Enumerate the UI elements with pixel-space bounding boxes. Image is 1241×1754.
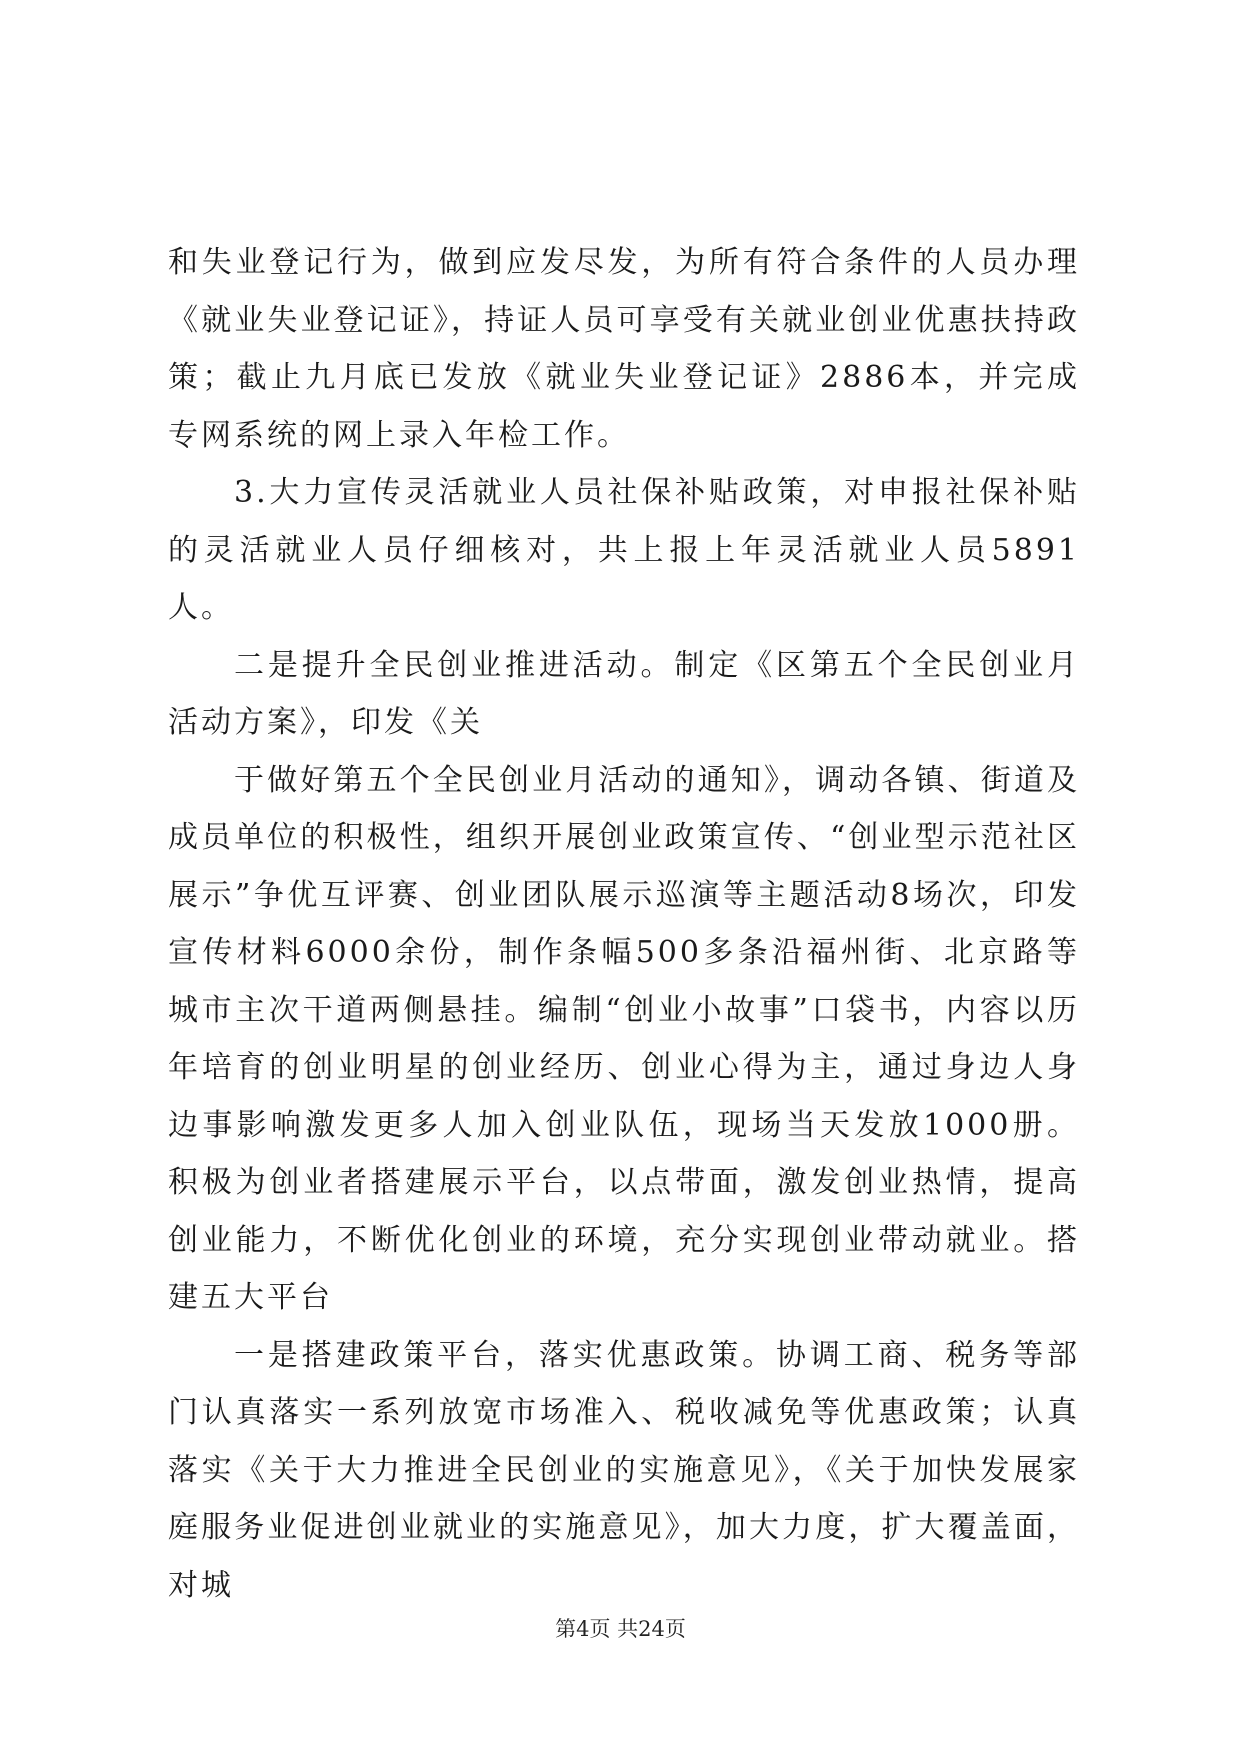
paragraph-entrepreneurship-month-plan: 二是提升全民创业推进活动。制定《区第五个全民创业月活动方案》，印发《关: [168, 647, 1080, 740]
paragraph-social-insurance-subsidy: 3.大力宣传灵活就业人员社保补贴政策，对申报社保补贴的灵活就业人员仔细核对，共上报上年灵活就业人员5891人。: [168, 475, 1080, 625]
paragraph-registration-certificate: 和失业登记行为，做到应发尽发，为所有符合条件的人员办理《就业失业登记证》，持证人员可享受有关就业创业优惠扶持政策；截止九月底已发放《就业失业登记证》2886本，并完成专网系统的网上录入年检工作。: [168, 245, 1080, 453]
paragraph-entrepreneurship-activities: 于做好第五个全民创业月活动的通知》，调动各镇、街道及成员单位的积极性，组织开展创业政策宣传、“创业型示范社区展示”争优互评赛、创业团队展示巡演等主题活动8场次，印发宣传材料6000余份，制作条幅500多条沿福州街、北京路等城市主次干道两侧悬挂。编制“创业小故事”口袋书，内容以历年培育的创业明星的创业经历、创业心得为主，通过身边人身边事影响激发更多人加入创业队伍，现场当天发放1000册。积极为创业者搭建展示平台，以点带面，激发创业热情，提高创业能力，不断优化创业的环境，充分实现创业带动就业。搭建五大平台: [168, 762, 1080, 1315]
document-body: [168, 234, 1080, 1614]
page-number-footer: 第4页 共24页: [555, 1617, 686, 1641]
paragraph-policy-platform: 一是搭建政策平台，落实优惠政策。协调工商、税务等部门认真落实一系列放宽市场准入、税收减免等优惠政策；认真落实《关于大力推进全民创业的实施意见》，《关于加快发展家庭服务业促进创业就业的实施意见》，加大力度，扩大覆盖面，对城: [168, 1337, 1080, 1603]
